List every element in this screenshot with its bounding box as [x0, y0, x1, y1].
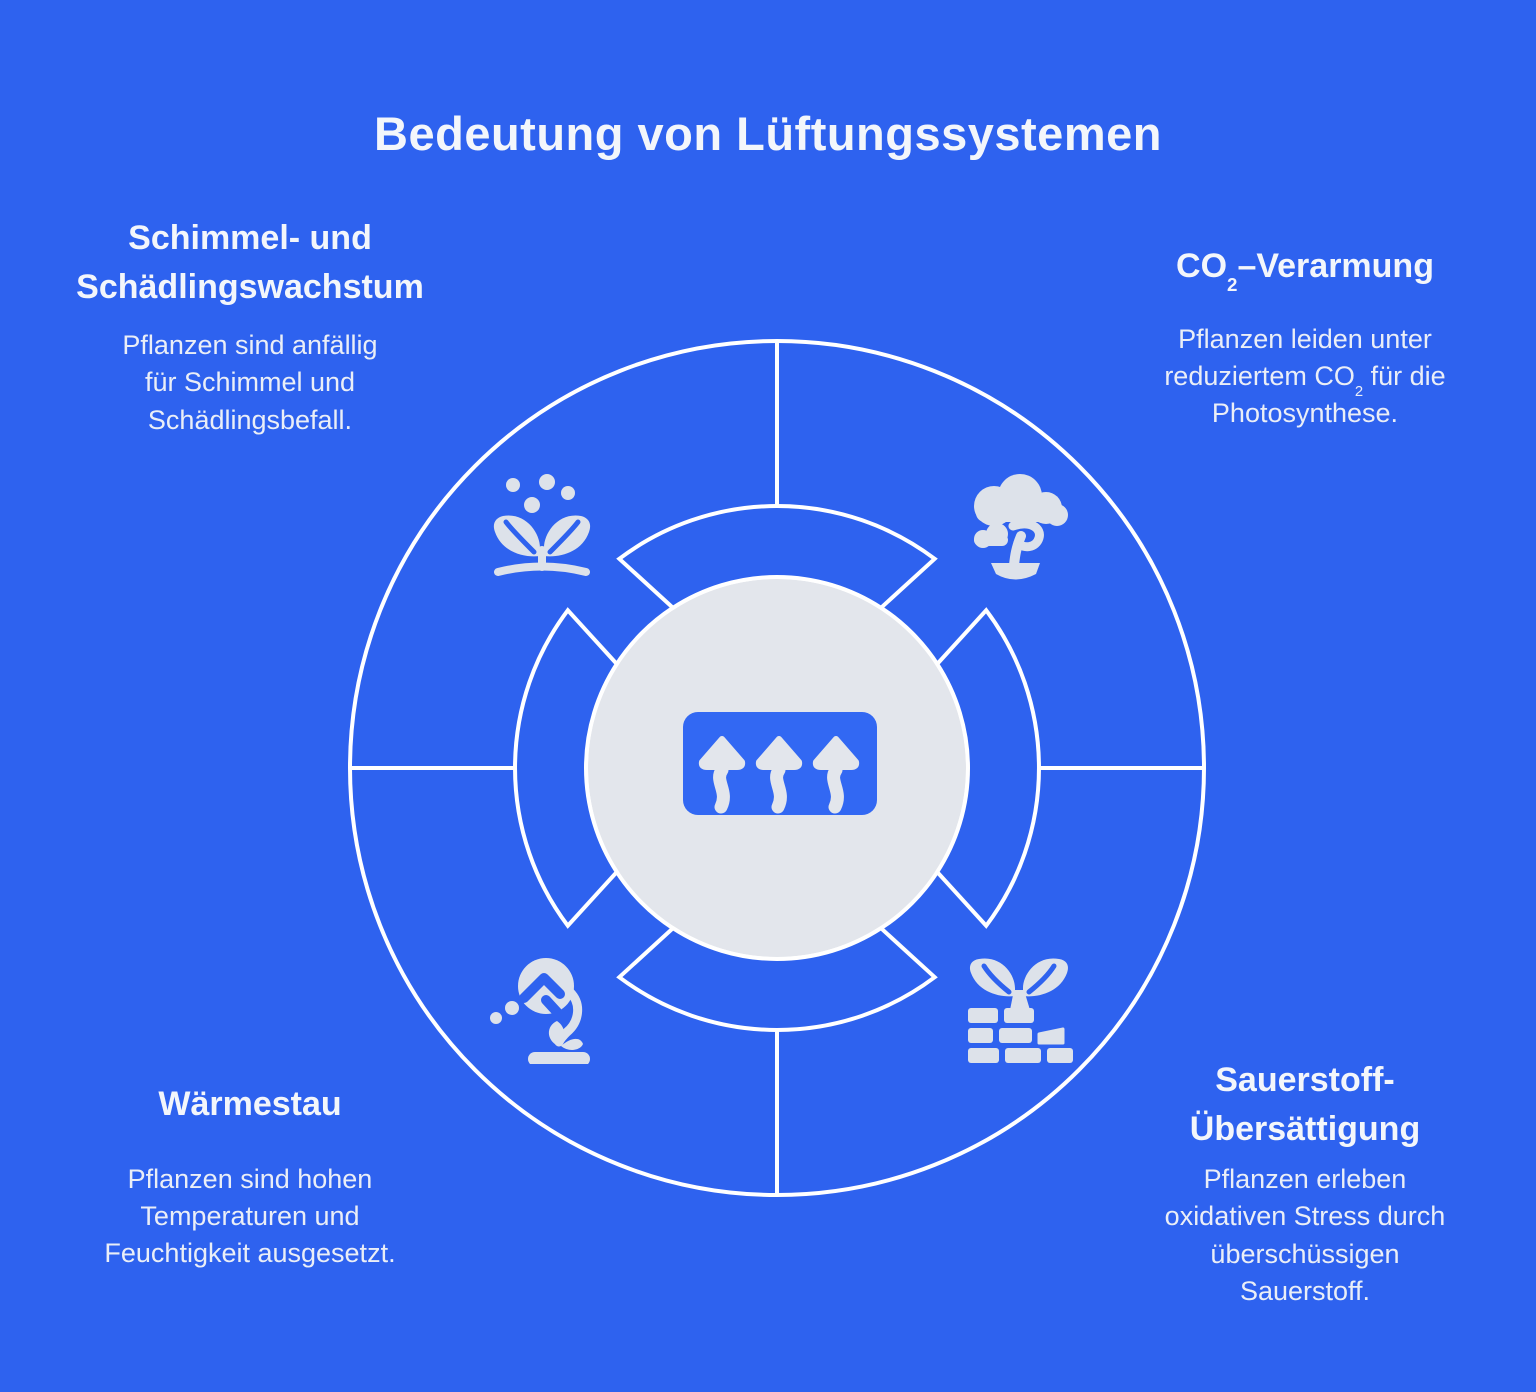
section-heading: $CO_2$–Verarmung — [1176, 247, 1434, 296]
wilting-plant-icon — [484, 952, 596, 1064]
ventilation-airflow-icon — [683, 712, 877, 815]
section-bottom-left — [30, 1080, 470, 1272]
co2-cloud-bonsai-icon — [958, 468, 1073, 583]
section-body: Pflanzen sind anfällig für Schimmel und Schädlingsbefall. — [122, 330, 378, 435]
sprout-bricks-icon — [962, 952, 1077, 1067]
section-top-right — [1080, 242, 1530, 432]
section-body: Pflanzen leiden unter reduziertem $CO_2$ für die Photosynthese. — [1164, 323, 1446, 429]
section-heading: Sauerstoff- Übersättigung — [1189, 1061, 1421, 1148]
section-body: Pflanzen sind hohen Temperaturen und Feuchtigkeit ausgesetzt. — [104, 1163, 396, 1269]
section-bottom-right — [1080, 1056, 1530, 1310]
section-top-left — [30, 214, 470, 439]
section-heading: Schimmel- und Schädlingswachstum — [76, 219, 424, 306]
page-title: Bedeutung von Lüftungssystemen — [374, 107, 1162, 160]
plant-spores-icon — [482, 466, 602, 586]
section-heading: Wärmestau — [158, 1085, 342, 1123]
section-body: Pflanzen erleben oxidativen Stress durch überschüssigen Sauerstoff. — [1164, 1164, 1446, 1306]
